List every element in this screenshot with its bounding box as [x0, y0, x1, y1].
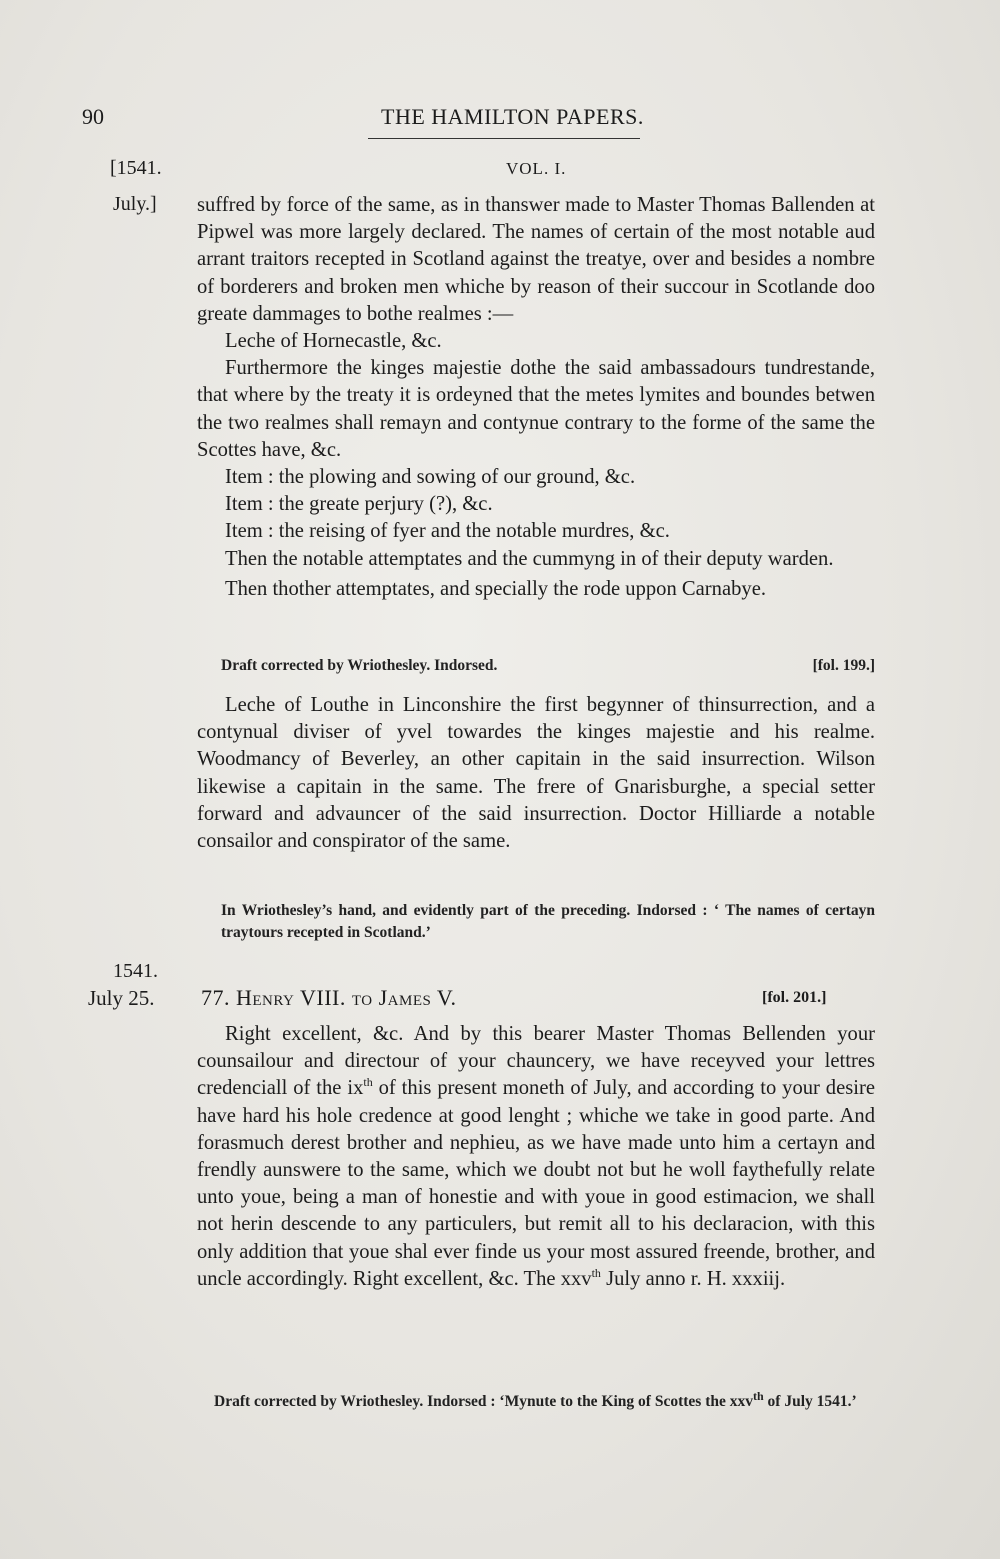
- paragraph-traitors: suffred by force of the same, as in thanswer made to Master Thomas Ballenden at Pipwel was more largely declared. The names of certain of the most notable aud arrant traitors recepted in Scotland against the treatye, over and besides a nombre of borderers and broken men whiche by reason of their succour in Scotlande doo greate dammages to bothe realmes :—: [197, 194, 875, 325]
- document-body-2: [197, 692, 875, 855]
- note-draft-3-b: of July 1541.’: [763, 1393, 857, 1410]
- margin-year: [1541.: [110, 157, 162, 179]
- margin-date-2: July 25.: [88, 986, 155, 1010]
- margin-month: July.]: [113, 193, 157, 215]
- line-leche-hornecastle: Leche of Hornecastle, &c.: [225, 330, 442, 353]
- superscript-th: th: [752, 1388, 764, 1403]
- page-number: 90: [82, 104, 104, 129]
- folio-199: [fol. 199.]: [812, 657, 875, 674]
- letter-heading: [201, 985, 456, 1011]
- letter-text-b: of this present moneth of July, and according to your desire have hard his hole credence at good lenght ; whiche we take in good parte. And forasmuch derest brother and nephieu, as we have made unto him a certayn and frendly aunswere to the same, which we doubt not but he woll faythefully relate unto youe, being a man of honestie and with youe in good estimacion, we shall not herin descende to any particulers, but remit all to his declaracion, with this only addition that youe shal ever finde us your most assured freende, brother, and uncle accordingly. Right excellent, &c. The xxv: [197, 1077, 875, 1290]
- document-body-1: [197, 192, 875, 603]
- paragraph-leche-louthe: Leche of Louthe in Linconshire the first begynner of thinsurrection, and a contynual diviser of yvel towardes the kinges majestie and his realme. Woodmancy of Beverley, an other capitain in the said insurrection. Wilson likewise a capitain in the same. The frere of Gnarisburghe, a special setter forward and advauncer of the said insurrection. Doctor Hilliarde a notable consailor and conspirator of the same.: [197, 694, 875, 853]
- header-rule: [368, 138, 640, 139]
- letter-number: 77.: [201, 985, 230, 1010]
- item-plowing: Item : the plowing and sowing of our ground, &c.: [225, 466, 636, 489]
- note-draft-3-a: Draft corrected by Wriothesley. Indorsed : ‘Mynute to the King of Scottes the xxv: [214, 1393, 753, 1410]
- folio-201: [fol. 201.]: [762, 989, 827, 1006]
- superscript-th: th: [591, 1265, 601, 1280]
- running-title: THE HAMILTON PAPERS.: [381, 104, 644, 129]
- superscript-th: th: [363, 1075, 373, 1090]
- note-wriothesley-hand: In Wriothesley’s hand, and evidently part of the preceding. Indorsed : ‘ The names of certayn traytours recepted in Scotland.’: [221, 902, 875, 941]
- note-draft-3: [188, 1388, 876, 1413]
- paragraph-furthermore: Furthermore the kinges majestie dothe the said ambassadours tundrestande, that where by the treaty it is ordeyned that the metes lymites and boundes betwen the two realmes shall remayn and contynue contrary to the forme of the same the Scottes have, &c.: [197, 357, 875, 461]
- note-draft-1: [221, 657, 875, 675]
- note-draft-1-text: Draft corrected by Wriothesley. Indorsed.: [221, 657, 498, 674]
- paragraph-letter: [197, 1021, 875, 1293]
- item-perjury: Item : the greate perjury (?), &c.: [225, 493, 493, 516]
- volume-label: VOL. I.: [506, 159, 567, 178]
- item-reising: Item : the reising of fyer and the notable murdres, &c.: [225, 520, 670, 543]
- paragraph-attemptates: Then the notable attemptates and the cummyng in of their deputy warden.: [225, 547, 834, 570]
- margin-year-2: 1541.: [113, 960, 158, 982]
- letter-text-a: Right excellent, &c. And by this bearer Master Thomas Bellenden your counsailour and directour of your chauncery, we have receyved your lettres credenciall of the ix: [197, 1023, 875, 1100]
- letter-body: [197, 1021, 875, 1293]
- paragraph-thother: Then thother attemptates, and specially the rode uppon Carnabye.: [225, 577, 766, 600]
- letter-title: Henry VIII. to James V.: [236, 985, 457, 1010]
- letter-text-c: July anno r. H. xxxiij.: [600, 1267, 786, 1290]
